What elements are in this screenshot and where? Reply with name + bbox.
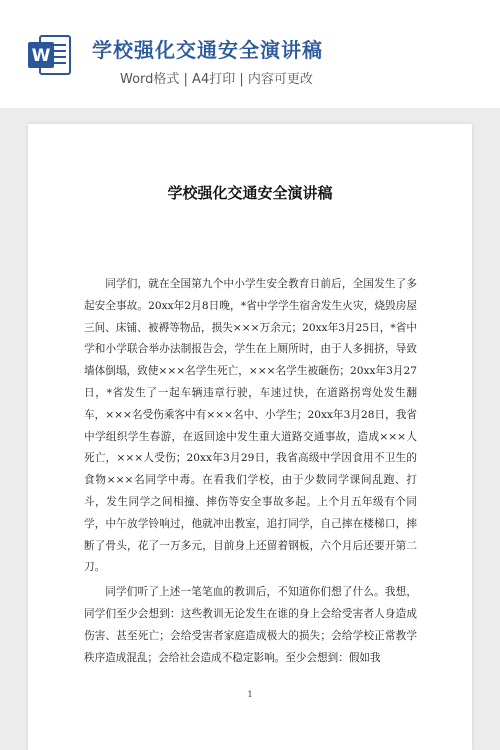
document-body: [84, 274, 417, 672]
paragraph-1: 同学们，就在全国第九个中小学生安全教育日前后，全国发生了多起安全事故。20xx年2月8日晚，*省中学学生宿舍发生火灾，烧毁房屋三间、床铺、被褥等物品，损失×××万余元；20xx年3月25日，*省中学和小学联合举办法制报告会，学生在上厕所时，由于人多拥挤，导致墙体倒塌，致使×××名学生死亡，×××名学生被砸伤；20xx年3月27日，*省发生了一起车辆违章行驶，车速过快，在道路拐弯处发生翻车，×××名受伤乘客中有×××名中、小学生；20xx年3月28日，我省中学组织学生春游，在返回途中发生重大道路交通事故，造成×××人死亡，×××人受伤；20xx年3月29日，我省高级中学因食用不卫生的食物×××名同学中毒。在看我们学校，由于少数同学课间乱跑、打斗，发生同学之间相撞、摔伤等安全事故多起。上个月五年级有个同学，中午放学铃响过，他就冲出教室，追打同学，自己摔在楼梯口，摔断了骨头，花了一万多元，目前身上还留着钢板，六个月后还要开第二刀。: [84, 278, 417, 574]
word-icon-letter: W: [31, 46, 51, 66]
header-title: 学校强化交通安全演讲稿: [92, 38, 323, 62]
header-banner: [0, 0, 500, 108]
paragraph-2: 同学们听了上述一笔笔血的教训后，不知道你们想了什么。我想，同学们至少会想到：这些教训无论发生在谁的身上会给受害者人身造成伤害、甚至死亡；会给受害者家庭造成极大的损失；会给学校正常教学秩序造成混乱；会给社会造成不稳定影响。至少会想到：假如我: [84, 586, 417, 664]
page-number: 1: [247, 690, 253, 699]
document-page: [28, 124, 472, 750]
document-title: 学校强化交通安全演讲稿: [167, 184, 333, 202]
word-icon: [26, 32, 72, 78]
header-subtitle: Word格式 | A4打印 | 内容可更改: [120, 72, 313, 87]
